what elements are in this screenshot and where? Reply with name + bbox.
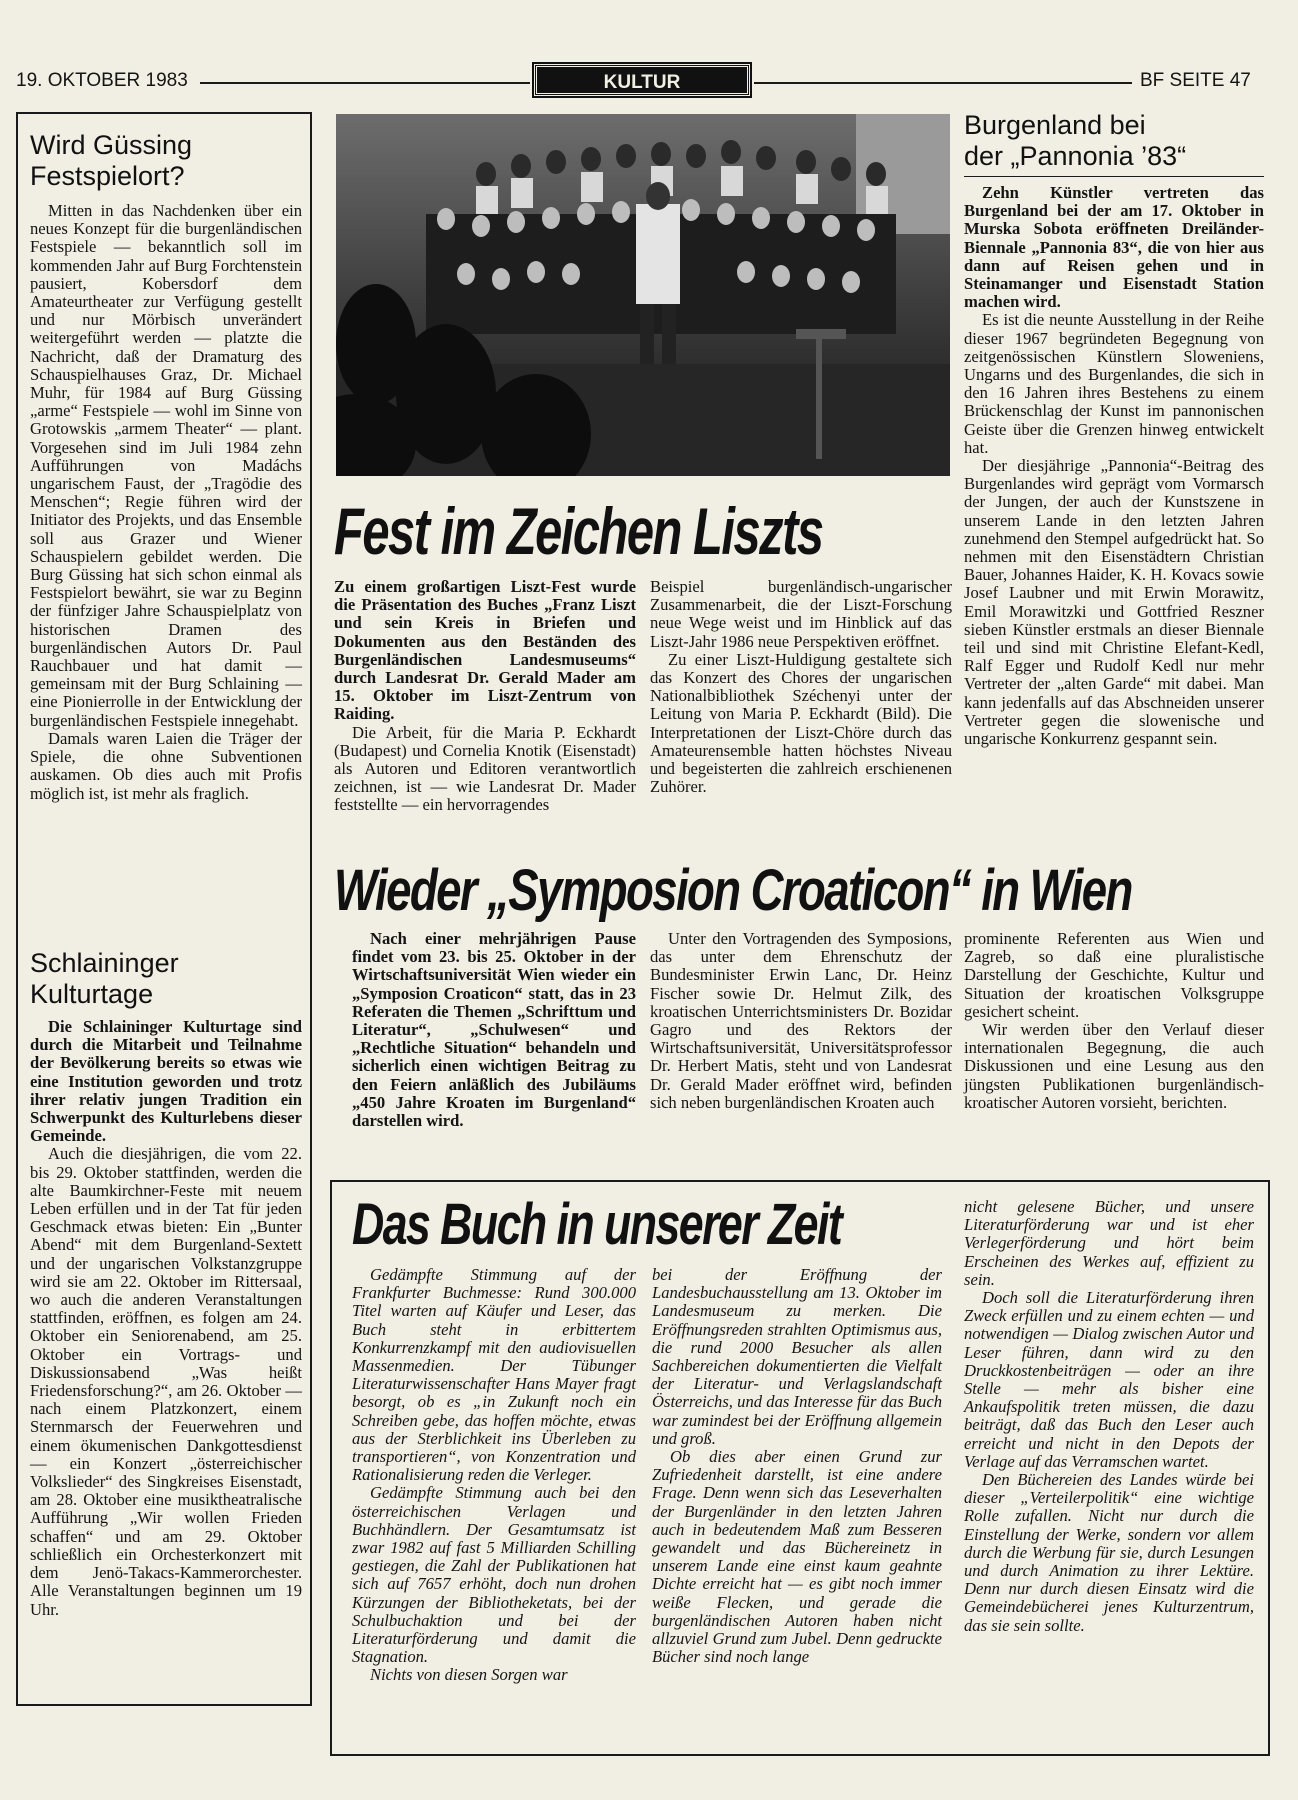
pannonia-rule <box>964 176 1264 177</box>
headline-guessing-line1: Wird Güssing <box>30 130 193 160</box>
header-rule-left <box>200 82 530 84</box>
liszt-column-1 <box>334 578 636 815</box>
pannonia-paragraph-2: Der diesjährige „Pannonia“-Beitrag des Burgenlandes wird geprägt vom Vormarsch der Jungen, der auch der Kunstszene in unserem Lande in den letzten Jahren zunehmend den Stempel aufgedrückt hat. So nehmen mit den Eisenstädtern Christian Bauer, Johannes Haider, K. H. Kovacs sowie Josef Laubner und mit Erwin Morawitz, Emil Morawitzki und Gottfried Reszner sieben Künstler erstmals an dieser Biennale teil und sind mit Christine Elefant-Kedl, Ralf Egger und Rudolf Kedl nur mehr Vertreter der „alten Garde“ mit dabei. Man kann jedenfalls auf das Abschneiden unserer Vertreter gegen die slowenische und ungarische Konkurrenz gespannt sein. <box>964 456 1264 749</box>
guessing-paragraph-1: Mitten in das Nachdenken über ein neues Konzept für die burgenländischen Festspiele — bekanntlich soll im kommenden Jahr auf Burg Forchtenstein pausiert, Kobersdorf dem Amateurtheater zur Verfügung gestellt und nur Mörbisch unverändert weitergeführt werden — platzte die Nachricht, daß der Dramaturg des Schauspielhauses Graz, Dr. Michael Muhr, für 1984 auf Burg Güssing „arme“ Festspiele — wohl im Sinne von Grotowskis „armem Theater“ — plant. Vorgesehen sind im Juli 1984 zehn Aufführungen von Madáchs ungarischem Faust, der „Tragödie des Menschen“; Regie führen wird der Initiator des Projekts, und das Ensemble soll aus Grazer und Wiener Schauspielern gebildet werden. Die Burg Güssing hat sich schon einmal als Festspielort bewährt, sie war zu Beginn der fünfziger Jahre Schauspielplatz von historischen Dramen des burgenländischen Autors Dr. Paul Rauchbauer und hat damit — gemeinsam mit der Burg Schlaining — eine Pionierrolle in der Entwicklung der burgenländischen Festspiele innegehabt. <box>30 201 302 730</box>
choir-photo <box>336 114 950 476</box>
pannonia-headline <box>964 110 1266 172</box>
croaticon-column-2 <box>650 930 952 1112</box>
buch-column-2 <box>652 1266 942 1666</box>
buch-paragraph-5: Ob dies aber einen Grund zur Zufriedenheit darstellt, ist eine andere Frage. Denn wenn sich das Leseverhalten der Burgenländer in den letzten Jahren auch in bedeutendem Maß zum Besseren gewandelt und das Büchereinetz in unserem Lande eine einst kaum geahnte Dichte erreicht hat — es gibt noch immer weiße Flecken, und gerade die burgenländischen Autoren haben nicht allzuviel Grund zum Jubel. Denn gedruckte Bücher sind noch lange <box>652 1447 942 1667</box>
section-label: KULTUR <box>534 64 750 96</box>
headline-schlaining <box>30 948 302 1010</box>
croaticon-paragraph-2: prominente Referenten aus Wien und Zagreb, so daß eine pluralistische Darstellung der Geschichte, Kultur und Situation der kroatischen Volksgruppe gesichert scheint. <box>964 929 1264 1021</box>
liszt-column-2 <box>650 578 952 796</box>
pannonia-paragraph-1: Es ist die neunte Ausstellung in der Reihe dieser 1967 begründeten Begegnung von zeitgenössischen Künstlern Sloweniens, Ungarns und des Burgenlandes, die sich in den 16 Jahren ihres Bestehens zu einem Brückenschlag der Kunst im pannonischen Geiste über die Grenzen hinweg entwickelt hat. <box>964 310 1264 457</box>
schlaining-body <box>30 1018 302 1619</box>
buch-paragraph-4: bei der Eröffnung der Landesbuchausstellung am 13. Oktober im Landesmuseum zu merken. Die Eröffnungsreden strahlten Optimismus aus, die rund 2000 Besucher als allen Sachbereichen dokumentierten die Vielfalt der Literatur- und Verlagslandschaft Österreichs, und das Interesse für das Buch war zumindest bei der Eröffnung allgemein und groß. <box>652 1265 942 1448</box>
pannonia-headline-wrap <box>964 110 1266 172</box>
guessing-body <box>30 202 302 803</box>
croaticon-column-1 <box>352 930 636 1130</box>
buch-paragraph-7: Doch soll die Literaturförderung ihren Zweck erfüllen und zu einem echten — und notwendigen — Dialog zwischen Autor und Leser führen, dann wird zu den Druckkostenbeiträgen — oder an ihre Stelle — mehr als bisher eine Ankaufspolitik treten müssen, die dazu beiträgt, daß das Buch den Leser auch erreicht und nicht in den Depots der Verlage auf das Verramschen wartet. <box>964 1288 1254 1471</box>
pannonia-body <box>964 184 1264 748</box>
headline-schlaining-line1: Schlaininger <box>30 948 179 978</box>
liszt-headline-wrap <box>334 494 956 570</box>
buch-paragraph-8: Den Büchereien des Landes würde bei dieser „Verteilerpolitik“ eine wichtige Rolle zufallen. Nicht nur durch die Einstellung der Werke, sondern vor allem durch die Werbung für sie, durch Lesungen und durch Animation zu ihrer Lektüre. Denn nur durch diesen Einsatz wird die Gemeindebücherei jenes Kulturzentrum, das sie sein sollte. <box>964 1470 1254 1635</box>
sidebar-article-guessing <box>30 130 302 192</box>
liszt-lead: Zu einem großartigen Liszt-Fest wurde die Präsentation des Buches „Franz Liszt und sein Kreis in Briefen und Dokumenten aus den Beständen des Burgenländischen Landesmuseums“ durch Landesrat Dr. Gerald Mader am 15. Oktober im Liszt-Zentrum von Raiding. <box>334 577 636 724</box>
pannonia-lead: Zehn Künstler vertreten das Burgenland bei der am 17. Oktober in Murska Sobota eröffneten Dreiländer-Biennale „Pannonia 83“, die von hier aus dann auf Reisen gehen und in Steinamanger und Eisenstadt Station machen wird. <box>964 183 1264 312</box>
buch-paragraph-1: Gedämpfte Stimmung auf der Frankfurter Buchmesse: Rund 300.000 Titel warten auf Käufer und Leser, das Buch steht in erbittertem Konkurrenzkampf mit den audiovisuellen Massenmedien. Der Tübunger Literaturwissenschafter Hans Mayer fragt besorgt, ob es „in Zukunft noch ein Schreiben gebe, das hoffen möchte, etwas aus der Sterblichkeit ins Überleben zu transportieren“, von Konzentration und Rationalisierung reden die Verleger. <box>352 1265 636 1485</box>
headline-guessing <box>30 130 302 192</box>
pannonia-headline-line1: Burgenland bei <box>964 110 1146 140</box>
buch-column-1 <box>352 1266 636 1685</box>
buch-headline-wrap <box>352 1192 952 1262</box>
buch-paragraph-6: nicht gelesene Bücher, und unsere Literaturförderung war und ist eher Verlegerförderung und hört beim Erscheinen des Werkes auf, effizient zu sein. <box>964 1197 1254 1289</box>
liszt-paragraph-1: Die Arbeit, für die Maria P. Eckhardt (Budapest) und Cornelia Knotik (Eisenstadt) als Autoren und Editoren verantwortlich zeichnen, ist — wie Landesrat Dr. Mader feststellte — ein hervorragendes <box>334 722 636 815</box>
buch-column-3 <box>964 1198 1254 1635</box>
issue-date: 19. OKTOBER 1983 <box>16 70 188 91</box>
liszt-paragraph-3: Zu einer Liszt-Huldigung gestaltete sich das Konzert des Chores der ungarischen Nationalbibliothek Széchenyi unter der Leitung von Maria P. Eckhardt (Bild). Die Interpretationen der Liszt-Chöre durch das Amateurensemble hatten höchstes Niveau und begeisterten die zahlreich erschienenen Zuhörer. <box>650 649 952 797</box>
croaticon-lead: Nach einer mehrjährigen Pause findet vom 23. bis 25. Oktober in der Wirtschaftsuniversität Wien wieder ein „Symposion Croaticon“ statt, das in 23 Referaten die Themen „Schrifttum und Literatur“, „Schulwesen“ und „Rechtliche Situation“ behandeln und sicherlich einen wichtigen Beitrag zu den Feiern anläßlich des Jubiläums „450 Jahre Kroaten im Burgenland“ darstellen wird. <box>352 929 636 1131</box>
headline-guessing-line2: Festspielort? <box>30 161 185 191</box>
schlaining-paragraph-1: Auch die diesjährigen, die vom 22. bis 29. Oktober stattfinden, werden die alte Baumkirchner-Feste mit neuem Leben erfüllen und in der Tat für jeden Geschmack etwas bieten: Ein „Bunter Abend“ mit dem Burgenland-Sextett und der ungarischen Volkstanzgruppe wird sie am 22. Oktober im Rittersaal, wo auch die anderen Veranstaltungen stattfinden, eröffnen, es folgen am 24. Oktober ein Seniorenabend, am 25. Oktober ein Vortrags- und Diskussionsabend „Was heißt Friedensforschung?“, am 26. Oktober — nach einem Platzkonzert, einem Sternmarsch der Feuerwehren und einem ökumenischen Dankgottesdienst — ein Konzert „österreichischer Volkslieder“ des Singkreises Eisenstadt, am 28. Oktober eine musiktheatralische Aufführung „Wir wollen Frieden schaffen“ und am 29. Oktober schließlich ein Orchesterkonzert mit dem Jenö-Takacs-Kammerorchester. Alle Veranstaltungen beginnen um 19 Uhr. <box>30 1144 302 1619</box>
liszt-headline: Fest im Zeichen Liszts <box>334 494 823 568</box>
buch-paragraph-2: Gedämpfte Stimmung auch bei den österreichischen Verlagen und Buchhändlern. Der Gesamtumsatz ist zwar 1982 auf fast 5 Milliarden Schilling gestiegen, die Zahl der Publikationen hat sich auf 7657 erhöht, doch nun drohen Kürzungen der Bibliotheketats, bei der Schulbuchaktion und bei der Literaturförderung und damit die Stagnation. <box>352 1483 636 1667</box>
buch-paragraph-3: Nichts von diesen Sorgen war <box>370 1665 568 1685</box>
croaticon-headline-wrap <box>334 858 1274 928</box>
liszt-paragraph-2: Beispiel burgenländisch-ungarischer Zusammenarbeit, die der Liszt-Forschung neue Wege weist und im Hinblick auf das Liszt-Jahr 1986 neue Perspektiven eröffnet. <box>650 577 952 651</box>
guessing-paragraph-2: Damals waren Laien die Träger der Spiele, die ohne Subventionen auskamen. Ob dies auch mit Profis möglich ist, ist mehr als fraglich. <box>30 728 302 803</box>
croaticon-column-3 <box>964 930 1264 1112</box>
croaticon-headline: Wieder „Symposion Croaticon“ in Wien <box>334 858 1132 923</box>
sidebar-article-schlaining <box>30 948 302 1010</box>
pannonia-headline-line2: der „Pannonia ’83“ <box>964 141 1187 171</box>
schlaining-lead: Die Schlaininger Kulturtage sind durch die Mitarbeit und Teilnahme der Bevölkerung bereits so etwas wie eine Institution geworden und trotz ihrer relativ jungen Tradition ein Schwerpunkt des Kulturlebens dieser Gemeinde. <box>30 1017 302 1146</box>
buch-headline: Das Buch in unserer Zeit <box>352 1192 842 1257</box>
page-number: BF SEITE 47 <box>1140 70 1251 91</box>
header-rule-right <box>754 82 1132 84</box>
headline-schlaining-line2: Kulturtage <box>30 979 154 1009</box>
choir-photo-image <box>336 114 950 476</box>
croaticon-paragraph-1: Unter den Vortragenden des Symposions, das unter dem Ehrenschutz der Bundesminister Erwin Lanc, Dr. Heinz Fischer sowie Dr. Helmut Zilk, des kroatischen Unterrichtsministers Dr. Bozidar Gagro und des Rektors der Wirtschaftsuniversität, Universitätsprofessor Dr. Herbert Matis, steht und von Landesrat Dr. Gerald Mader eröffnet wird, befinden sich neben burgenländischen Kroaten auch <box>650 929 952 1112</box>
croaticon-paragraph-3: Wir werden über den Verlauf dieser internationalen Begegnung, die auch Diskussionen und eine Lesung aus den jüngsten Publikationen burgenländisch-kroatischer Autoren vorsieht, berichten. <box>964 1020 1264 1112</box>
